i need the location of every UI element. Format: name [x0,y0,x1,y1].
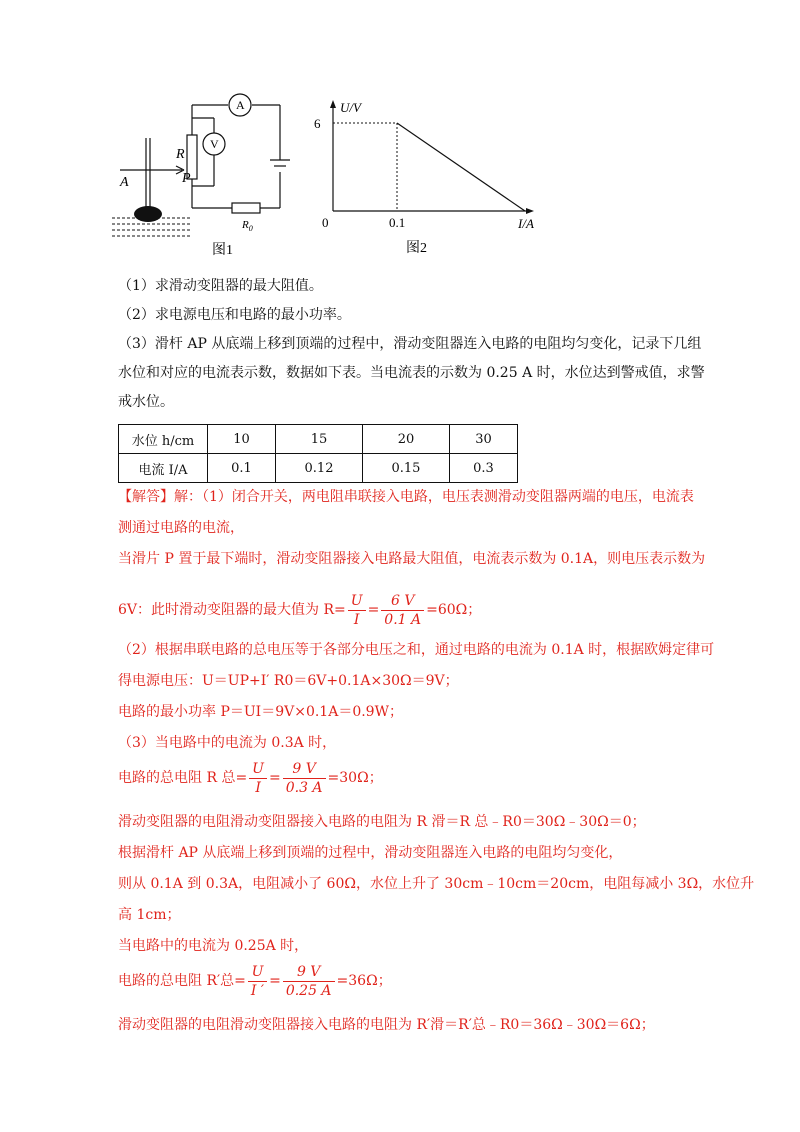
answer-line-8: （3）当电路中的电流为 0.3A 时， [118,735,337,751]
answer-line-9: 电路的总电阻 R 总= $\frac{U}{I}$ = $\frac{9 V}{0.3 A}$ =30Ω； [118,760,383,796]
table-cell: 0.1 [208,454,276,483]
origin-label: 0 [322,215,329,230]
answer-line-6: 得电源电压：U＝UP+I′ R0＝6V+0.1A×30Ω＝9V； [118,673,459,689]
answer-line-5: （2）根据串联电路的总电压等于各部分电压之和，通过电路的电流为 0.1A 时，根据欧姆定律可 [118,642,715,658]
table-cell: 15 [276,425,363,454]
answer-line-3: 当滑片 P 置于最下端时，滑动变阻器接入电路最大阻值，电流表示数为 0.1A，则电压表示数为 [118,551,706,567]
data-table [118,424,518,483]
answer-line-1: 【解答】解：（1）闭合开关，两电阻串联接入电路，电压表测滑动变阻器两端的电压，电流表 [118,489,694,505]
answer-line-2: 测通过电路的电流， [118,520,244,536]
table-cell: 20 [362,425,449,454]
question-3-line2: 水位和对应的电流表示数，数据如下表。当电流表的示数为 0.25 A 时，水位达到警戒值，求警 [118,365,705,381]
voltmeter-label: V [210,137,219,151]
y-axis-label: U/V [340,100,361,115]
x-arrow-icon [526,208,534,214]
figure2-caption: 图2 [406,241,427,256]
y-tick-label: 6 [314,116,321,131]
float-icon [134,206,162,222]
answer-line-16: 滑动变阻器的电阻滑动变阻器接入电路的电阻为 R′滑＝R′总﹣R0＝36Ω﹣30Ω＝6Ω； [118,1017,655,1033]
answer-line-13: 高 1cm； [118,907,181,923]
rod-label: A [120,175,129,190]
figure1-caption: 图1 [212,243,233,258]
answer-line-7: 电路的最小功率 P＝UI＝9V×0.1A＝0.9W； [118,704,403,720]
answer-line-4: 6V：此时滑动变阻器的最大值为 R= $\frac{U}{I}$ = $\frac{6 V}{0.1 A}$ =60Ω； [118,592,482,628]
answer-line-11: 根据滑杆 AP 从底端上移到顶端的过程中，滑动变阻器连入电路的电阻均匀变化， [118,845,623,861]
series-line [397,123,525,211]
answer-line-14: 当电路中的电流为 0.25A 时， [118,938,309,954]
ammeter-label: A [236,98,245,112]
question-3-line1: （3）滑杆 AP 从底端上移到顶端的过程中，滑动变阻器连入电路的电阻均匀变化，记录下几组 [118,336,702,352]
x-axis-label: I/A [518,216,534,231]
ui-graph [308,96,558,261]
table-cell: 0.15 [362,454,449,483]
answer-line-10: 滑动变阻器的电阻滑动变阻器接入电路的电阻为 R 滑＝R 总﹣R0＝30Ω﹣30Ω＝0； [118,814,646,830]
answer-tag: 【解答】 [118,489,174,505]
r0-label: $R_0$ [242,219,253,233]
table-cell: 电流 I/A [119,454,208,483]
table-row [119,425,518,454]
table-cell: 30 [449,425,517,454]
circuit-diagram [110,88,300,263]
rheostat-label: R [176,147,185,162]
x-tick-label: 0.1 [389,215,406,230]
slider-label: P [182,171,191,186]
question-3-line3: 戒水位。 [118,394,174,410]
table-cell: 10 [208,425,276,454]
table-cell: 水位 h/cm [119,425,208,454]
y-arrow-icon [330,100,336,108]
answer-line-15: 电路的总电阻 R′总= $\frac{U}{I '}$ = $\frac{9 V}{0.25 A}$ =36Ω； [118,963,392,999]
answer-line-12: 则从 0.1A 到 0.3A，电阻减小了 60Ω，水位上升了 30cm﹣10cm＝20cm，电阻每减小 3Ω，水位升 [118,876,755,892]
table-cell: 0.12 [276,454,363,483]
question-2: （2）求电源电压和电路的最小功率。 [118,307,351,323]
table-cell: 0.3 [449,454,517,483]
table-row [119,454,518,483]
question-1: （1）求滑动变阻器的最大阻值。 [118,278,323,294]
